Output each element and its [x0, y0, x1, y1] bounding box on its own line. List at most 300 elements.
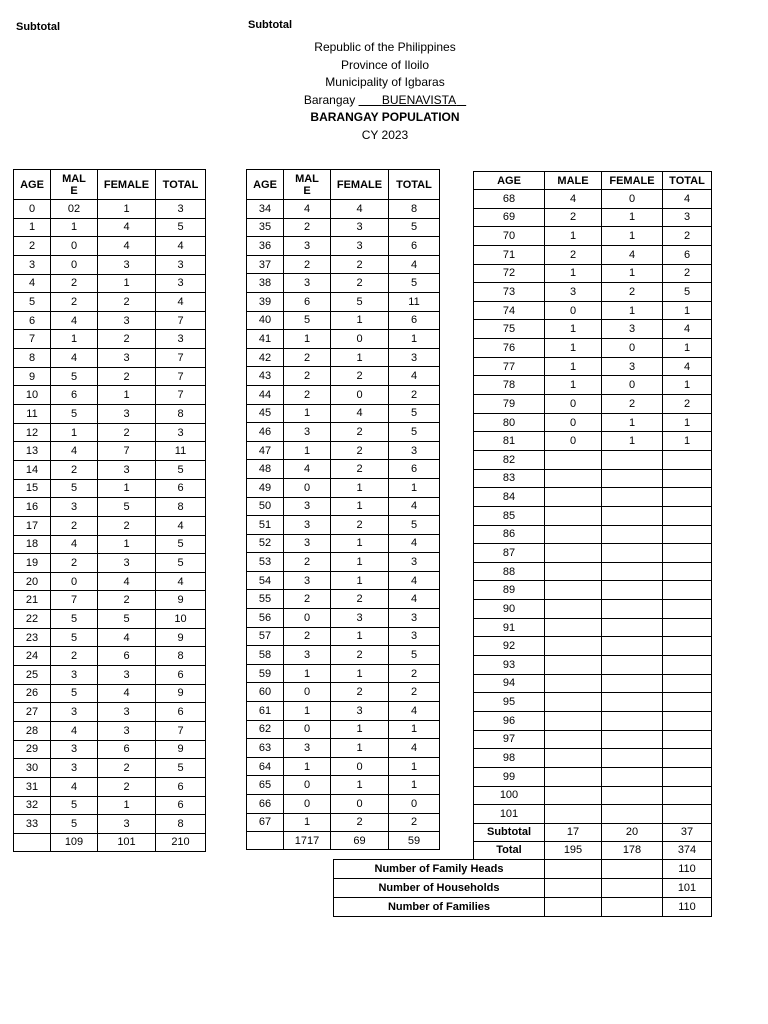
male-cell: 2 [545, 245, 602, 264]
subtotal-total-cell: 59 [389, 832, 440, 850]
female-cell: 2 [331, 683, 389, 702]
female-cell: 2 [98, 330, 156, 349]
male-column-header: MAL E [284, 170, 331, 200]
male-cell [545, 730, 602, 749]
age-cell: 41 [247, 330, 284, 349]
male-cell [545, 749, 602, 768]
male-column-header: MALE [545, 172, 602, 190]
table-row [14, 330, 206, 349]
male-cell: 0 [51, 255, 98, 274]
female-cell [602, 749, 663, 768]
female-cell: 2 [602, 283, 663, 302]
table-row [474, 618, 712, 637]
female-cell: 0 [331, 795, 389, 814]
total-cell: 4 [389, 590, 440, 609]
male-cell [545, 544, 602, 563]
table-row [247, 460, 440, 479]
female-cell: 2 [98, 591, 156, 610]
barangay-label: Barangay [303, 92, 356, 107]
header-line-barangay [240, 92, 530, 110]
table-row [247, 423, 440, 442]
table-row [247, 200, 440, 219]
table-row [14, 405, 206, 424]
age-cell: 47 [247, 441, 284, 460]
total-cell: 6 [389, 460, 440, 479]
male-cell: 3 [284, 497, 331, 516]
male-cell: 1 [51, 218, 98, 237]
age-cell: 24 [14, 647, 51, 666]
table-row [14, 386, 206, 405]
table-row [474, 208, 712, 227]
table-row [14, 479, 206, 498]
table-row [14, 535, 206, 554]
age-cell: 89 [474, 581, 545, 600]
families-label: Number of Families [334, 898, 545, 917]
table-row [247, 330, 440, 349]
age-cell: 0 [14, 200, 51, 219]
table-row [14, 367, 206, 386]
age-cell: 43 [247, 367, 284, 386]
male-cell [545, 450, 602, 469]
female-cell: 2 [331, 516, 389, 535]
male-cell: 1 [545, 227, 602, 246]
age-cell: 100 [474, 786, 545, 805]
male-cell: 0 [545, 432, 602, 451]
table-row [14, 572, 206, 591]
total-cell: 8 [156, 647, 206, 666]
female-cell: 1 [331, 739, 389, 758]
total-cell [663, 600, 712, 619]
table-row [474, 562, 712, 581]
male-cell: 2 [284, 627, 331, 646]
age-cell: 68 [474, 190, 545, 209]
total-cell: 2 [389, 664, 440, 683]
female-cell: 1 [602, 264, 663, 283]
female-cell: 2 [98, 293, 156, 312]
table-row [247, 218, 440, 237]
total-cell: 2 [389, 813, 440, 832]
male-cell: 1 [284, 404, 331, 423]
female-cell: 2 [331, 274, 389, 293]
male-cell: 4 [51, 535, 98, 554]
total-label-cell: Total [474, 841, 545, 859]
table-row [247, 646, 440, 665]
table-row [14, 200, 206, 219]
total-cell: 8 [389, 200, 440, 219]
age-cell: 11 [14, 405, 51, 424]
age-cell: 7 [14, 330, 51, 349]
total-cell: 5 [156, 218, 206, 237]
total-cell: 9 [156, 740, 206, 759]
female-cell: 1 [602, 413, 663, 432]
total-cell: 2 [663, 395, 712, 414]
female-cell: 1 [331, 571, 389, 590]
male-cell [545, 600, 602, 619]
female-cell [602, 618, 663, 637]
total-cell: 1 [389, 776, 440, 795]
table-row [14, 721, 206, 740]
total-cell: 8 [156, 498, 206, 517]
female-cell [602, 767, 663, 786]
subtotal-male-cell: 17 [545, 823, 602, 841]
age-column-header: AGE [14, 170, 51, 200]
age-cell: 19 [14, 554, 51, 573]
female-cell [602, 600, 663, 619]
total-cell: 5 [156, 759, 206, 778]
total-cell: 2 [389, 683, 440, 702]
age-cell: 80 [474, 413, 545, 432]
table-row [474, 320, 712, 339]
total-cell: 3 [156, 274, 206, 293]
total-cell [663, 581, 712, 600]
male-cell: 1 [284, 757, 331, 776]
total-cell: 4 [389, 534, 440, 553]
male-cell: 1 [51, 330, 98, 349]
total-cell: 6 [389, 311, 440, 330]
table-row [474, 693, 712, 712]
female-cell [602, 506, 663, 525]
female-cell: 3 [602, 320, 663, 339]
subtotal-row [247, 832, 440, 850]
total-cell: 1 [663, 413, 712, 432]
total-cell [663, 711, 712, 730]
age-cell: 36 [247, 237, 284, 256]
female-cell: 1 [331, 534, 389, 553]
total-cell: 1 [663, 432, 712, 451]
male-cell [545, 525, 602, 544]
female-cell: 0 [331, 385, 389, 404]
age-cell: 81 [474, 432, 545, 451]
female-cell: 4 [98, 684, 156, 703]
total-female-cell: 178 [602, 841, 663, 859]
female-cell [602, 450, 663, 469]
male-cell: 4 [545, 190, 602, 209]
table-row [14, 684, 206, 703]
age-cell: 10 [14, 386, 51, 405]
table-row [474, 600, 712, 619]
table-row [474, 544, 712, 563]
female-cell: 3 [331, 237, 389, 256]
age-cell: 38 [247, 274, 284, 293]
table-row [247, 739, 440, 758]
male-cell: 2 [51, 554, 98, 573]
families-row [334, 898, 712, 917]
families-cell-2 [602, 898, 663, 917]
total-column-header: TOTAL [663, 172, 712, 190]
male-cell: 4 [51, 442, 98, 461]
family-heads-label: Number of Family Heads [334, 860, 545, 879]
male-cell: 3 [284, 739, 331, 758]
total-cell: 4 [156, 572, 206, 591]
total-cell: 5 [389, 218, 440, 237]
total-cell: 1 [389, 478, 440, 497]
total-cell: 3 [389, 553, 440, 572]
table-row [14, 311, 206, 330]
total-cell: 4 [156, 237, 206, 256]
total-cell: 4 [156, 293, 206, 312]
age-cell: 69 [474, 208, 545, 227]
age-cell: 64 [247, 757, 284, 776]
total-cell: 4 [389, 497, 440, 516]
table-row [247, 274, 440, 293]
total-cell: 3 [389, 441, 440, 460]
total-cell: 4 [663, 357, 712, 376]
total-cell: 3 [389, 348, 440, 367]
subtotal-label-left: Subtotal [16, 21, 60, 33]
female-cell: 2 [98, 516, 156, 535]
male-cell [545, 506, 602, 525]
total-cell [663, 450, 712, 469]
age-cell: 35 [247, 218, 284, 237]
female-cell: 3 [98, 311, 156, 330]
table-row [474, 227, 712, 246]
table-row [14, 423, 206, 442]
total-cell: 6 [156, 777, 206, 796]
male-cell [545, 637, 602, 656]
table-row [474, 357, 712, 376]
age-cell: 57 [247, 627, 284, 646]
female-cell: 1 [602, 432, 663, 451]
table-row [14, 554, 206, 573]
male-cell [545, 618, 602, 637]
age-cell: 50 [247, 497, 284, 516]
male-cell: 2 [284, 553, 331, 572]
age-cell: 88 [474, 562, 545, 581]
total-cell: 3 [389, 627, 440, 646]
male-cell: 1 [545, 320, 602, 339]
document-title: BARANGAY POPULATION [310, 110, 460, 124]
male-cell [545, 767, 602, 786]
female-cell [602, 674, 663, 693]
households-label: Number of Households [334, 879, 545, 898]
total-cell: 2 [389, 385, 440, 404]
total-cell: 1 [663, 376, 712, 395]
subtotal-male-cell: 1717 [284, 832, 331, 850]
female-cell: 3 [331, 702, 389, 721]
age-cell: 4 [14, 274, 51, 293]
total-cell: 11 [389, 292, 440, 311]
table-row [14, 759, 206, 778]
age-cell: 93 [474, 656, 545, 675]
male-cell: 3 [284, 571, 331, 590]
families-cell-1 [545, 898, 602, 917]
households-value: 101 [663, 879, 712, 898]
age-cell: 29 [14, 740, 51, 759]
female-cell: 6 [98, 740, 156, 759]
total-cell [663, 656, 712, 675]
female-cell: 1 [331, 776, 389, 795]
male-cell: 5 [284, 311, 331, 330]
total-cell: 0 [389, 795, 440, 814]
table-row [14, 647, 206, 666]
table-row [14, 498, 206, 517]
total-cell: 4 [156, 516, 206, 535]
table-body [474, 190, 712, 824]
male-cell [545, 656, 602, 675]
age-cell: 73 [474, 283, 545, 302]
female-cell: 3 [98, 255, 156, 274]
female-cell: 3 [331, 609, 389, 628]
female-cell: 3 [602, 357, 663, 376]
age-cell: 90 [474, 600, 545, 619]
total-cell: 3 [156, 330, 206, 349]
population-table-ages-34-67 [246, 169, 440, 850]
age-column-header: AGE [474, 172, 545, 190]
household-summary-table [333, 859, 712, 917]
female-cell: 7 [98, 442, 156, 461]
age-cell: 59 [247, 664, 284, 683]
female-cell: 3 [98, 554, 156, 573]
female-cell: 5 [98, 498, 156, 517]
table-row [247, 720, 440, 739]
age-cell: 94 [474, 674, 545, 693]
female-cell: 4 [98, 572, 156, 591]
subtotal-row [474, 823, 712, 841]
age-cell: 23 [14, 628, 51, 647]
female-cell: 4 [98, 218, 156, 237]
male-cell [545, 674, 602, 693]
age-column-header: AGE [247, 170, 284, 200]
female-cell: 1 [331, 348, 389, 367]
table-row [474, 805, 712, 824]
table-row [474, 637, 712, 656]
total-cell: 8 [156, 405, 206, 424]
table-row [247, 237, 440, 256]
age-cell: 60 [247, 683, 284, 702]
female-cell: 2 [331, 441, 389, 460]
age-cell: 28 [14, 721, 51, 740]
subtotal-label-cell: Subtotal [474, 823, 545, 841]
age-cell: 58 [247, 646, 284, 665]
female-cell: 2 [331, 460, 389, 479]
table-row [474, 283, 712, 302]
age-cell: 5 [14, 293, 51, 312]
female-cell: 1 [331, 478, 389, 497]
male-cell [545, 805, 602, 824]
table-row [247, 757, 440, 776]
table-row [14, 442, 206, 461]
age-cell: 74 [474, 301, 545, 320]
table-row [474, 674, 712, 693]
male-cell [545, 562, 602, 581]
female-cell: 4 [602, 245, 663, 264]
table-row [14, 666, 206, 685]
total-cell: 5 [389, 423, 440, 442]
age-cell: 66 [247, 795, 284, 814]
age-cell: 49 [247, 478, 284, 497]
total-cell: 6 [663, 245, 712, 264]
male-cell: 5 [51, 684, 98, 703]
table-row [247, 590, 440, 609]
age-cell: 46 [247, 423, 284, 442]
female-cell: 2 [331, 255, 389, 274]
table-row [14, 815, 206, 834]
table-row [474, 376, 712, 395]
total-cell [663, 674, 712, 693]
total-cell: 1 [389, 720, 440, 739]
male-cell: 0 [284, 609, 331, 628]
female-cell: 1 [331, 497, 389, 516]
age-cell: 20 [14, 572, 51, 591]
female-cell: 1 [331, 720, 389, 739]
total-cell: 5 [389, 274, 440, 293]
female-cell: 3 [98, 349, 156, 368]
male-cell: 1 [284, 702, 331, 721]
female-cell [602, 525, 663, 544]
table-row [474, 730, 712, 749]
table-row [14, 255, 206, 274]
female-cell: 1 [602, 227, 663, 246]
total-cell: 5 [389, 646, 440, 665]
age-cell: 51 [247, 516, 284, 535]
male-cell: 5 [51, 796, 98, 815]
age-cell: 99 [474, 767, 545, 786]
female-cell [602, 637, 663, 656]
table-row [247, 367, 440, 386]
male-cell: 2 [284, 218, 331, 237]
male-cell: 2 [51, 647, 98, 666]
female-cell: 3 [98, 405, 156, 424]
male-column-header: MAL E [51, 170, 98, 200]
table-row [14, 460, 206, 479]
male-cell: 1 [545, 264, 602, 283]
total-cell [663, 506, 712, 525]
table-row [247, 664, 440, 683]
female-column-header: FEMALE [602, 172, 663, 190]
male-cell: 2 [51, 460, 98, 479]
age-cell: 48 [247, 460, 284, 479]
male-cell: 3 [284, 274, 331, 293]
male-cell: 1 [284, 330, 331, 349]
table-row [247, 776, 440, 795]
subtotal-row [14, 833, 206, 851]
female-cell: 6 [98, 647, 156, 666]
table-row [14, 703, 206, 722]
table-row [474, 749, 712, 768]
table-row [474, 413, 712, 432]
male-cell: 2 [51, 274, 98, 293]
total-cell: 5 [156, 535, 206, 554]
male-cell: 2 [51, 516, 98, 535]
table-row [474, 506, 712, 525]
female-cell: 1 [331, 664, 389, 683]
population-table-ages-68-101 [473, 171, 712, 860]
document-year: CY 2023 [361, 127, 409, 142]
male-cell: 4 [51, 721, 98, 740]
age-cell: 40 [247, 311, 284, 330]
female-cell: 4 [331, 200, 389, 219]
total-cell: 11 [156, 442, 206, 461]
female-cell: 2 [98, 367, 156, 386]
female-cell: 3 [98, 703, 156, 722]
age-cell: 86 [474, 525, 545, 544]
female-cell [602, 786, 663, 805]
total-cell: 7 [156, 721, 206, 740]
female-cell [602, 805, 663, 824]
male-cell: 02 [51, 200, 98, 219]
age-cell: 34 [247, 200, 284, 219]
female-cell: 1 [98, 796, 156, 815]
total-cell [663, 562, 712, 581]
table-row [474, 264, 712, 283]
male-cell [545, 488, 602, 507]
total-cell: 4 [663, 320, 712, 339]
male-cell: 5 [51, 367, 98, 386]
male-cell: 2 [284, 367, 331, 386]
age-cell: 32 [14, 796, 51, 815]
age-cell: 1 [14, 218, 51, 237]
total-cell: 4 [389, 702, 440, 721]
